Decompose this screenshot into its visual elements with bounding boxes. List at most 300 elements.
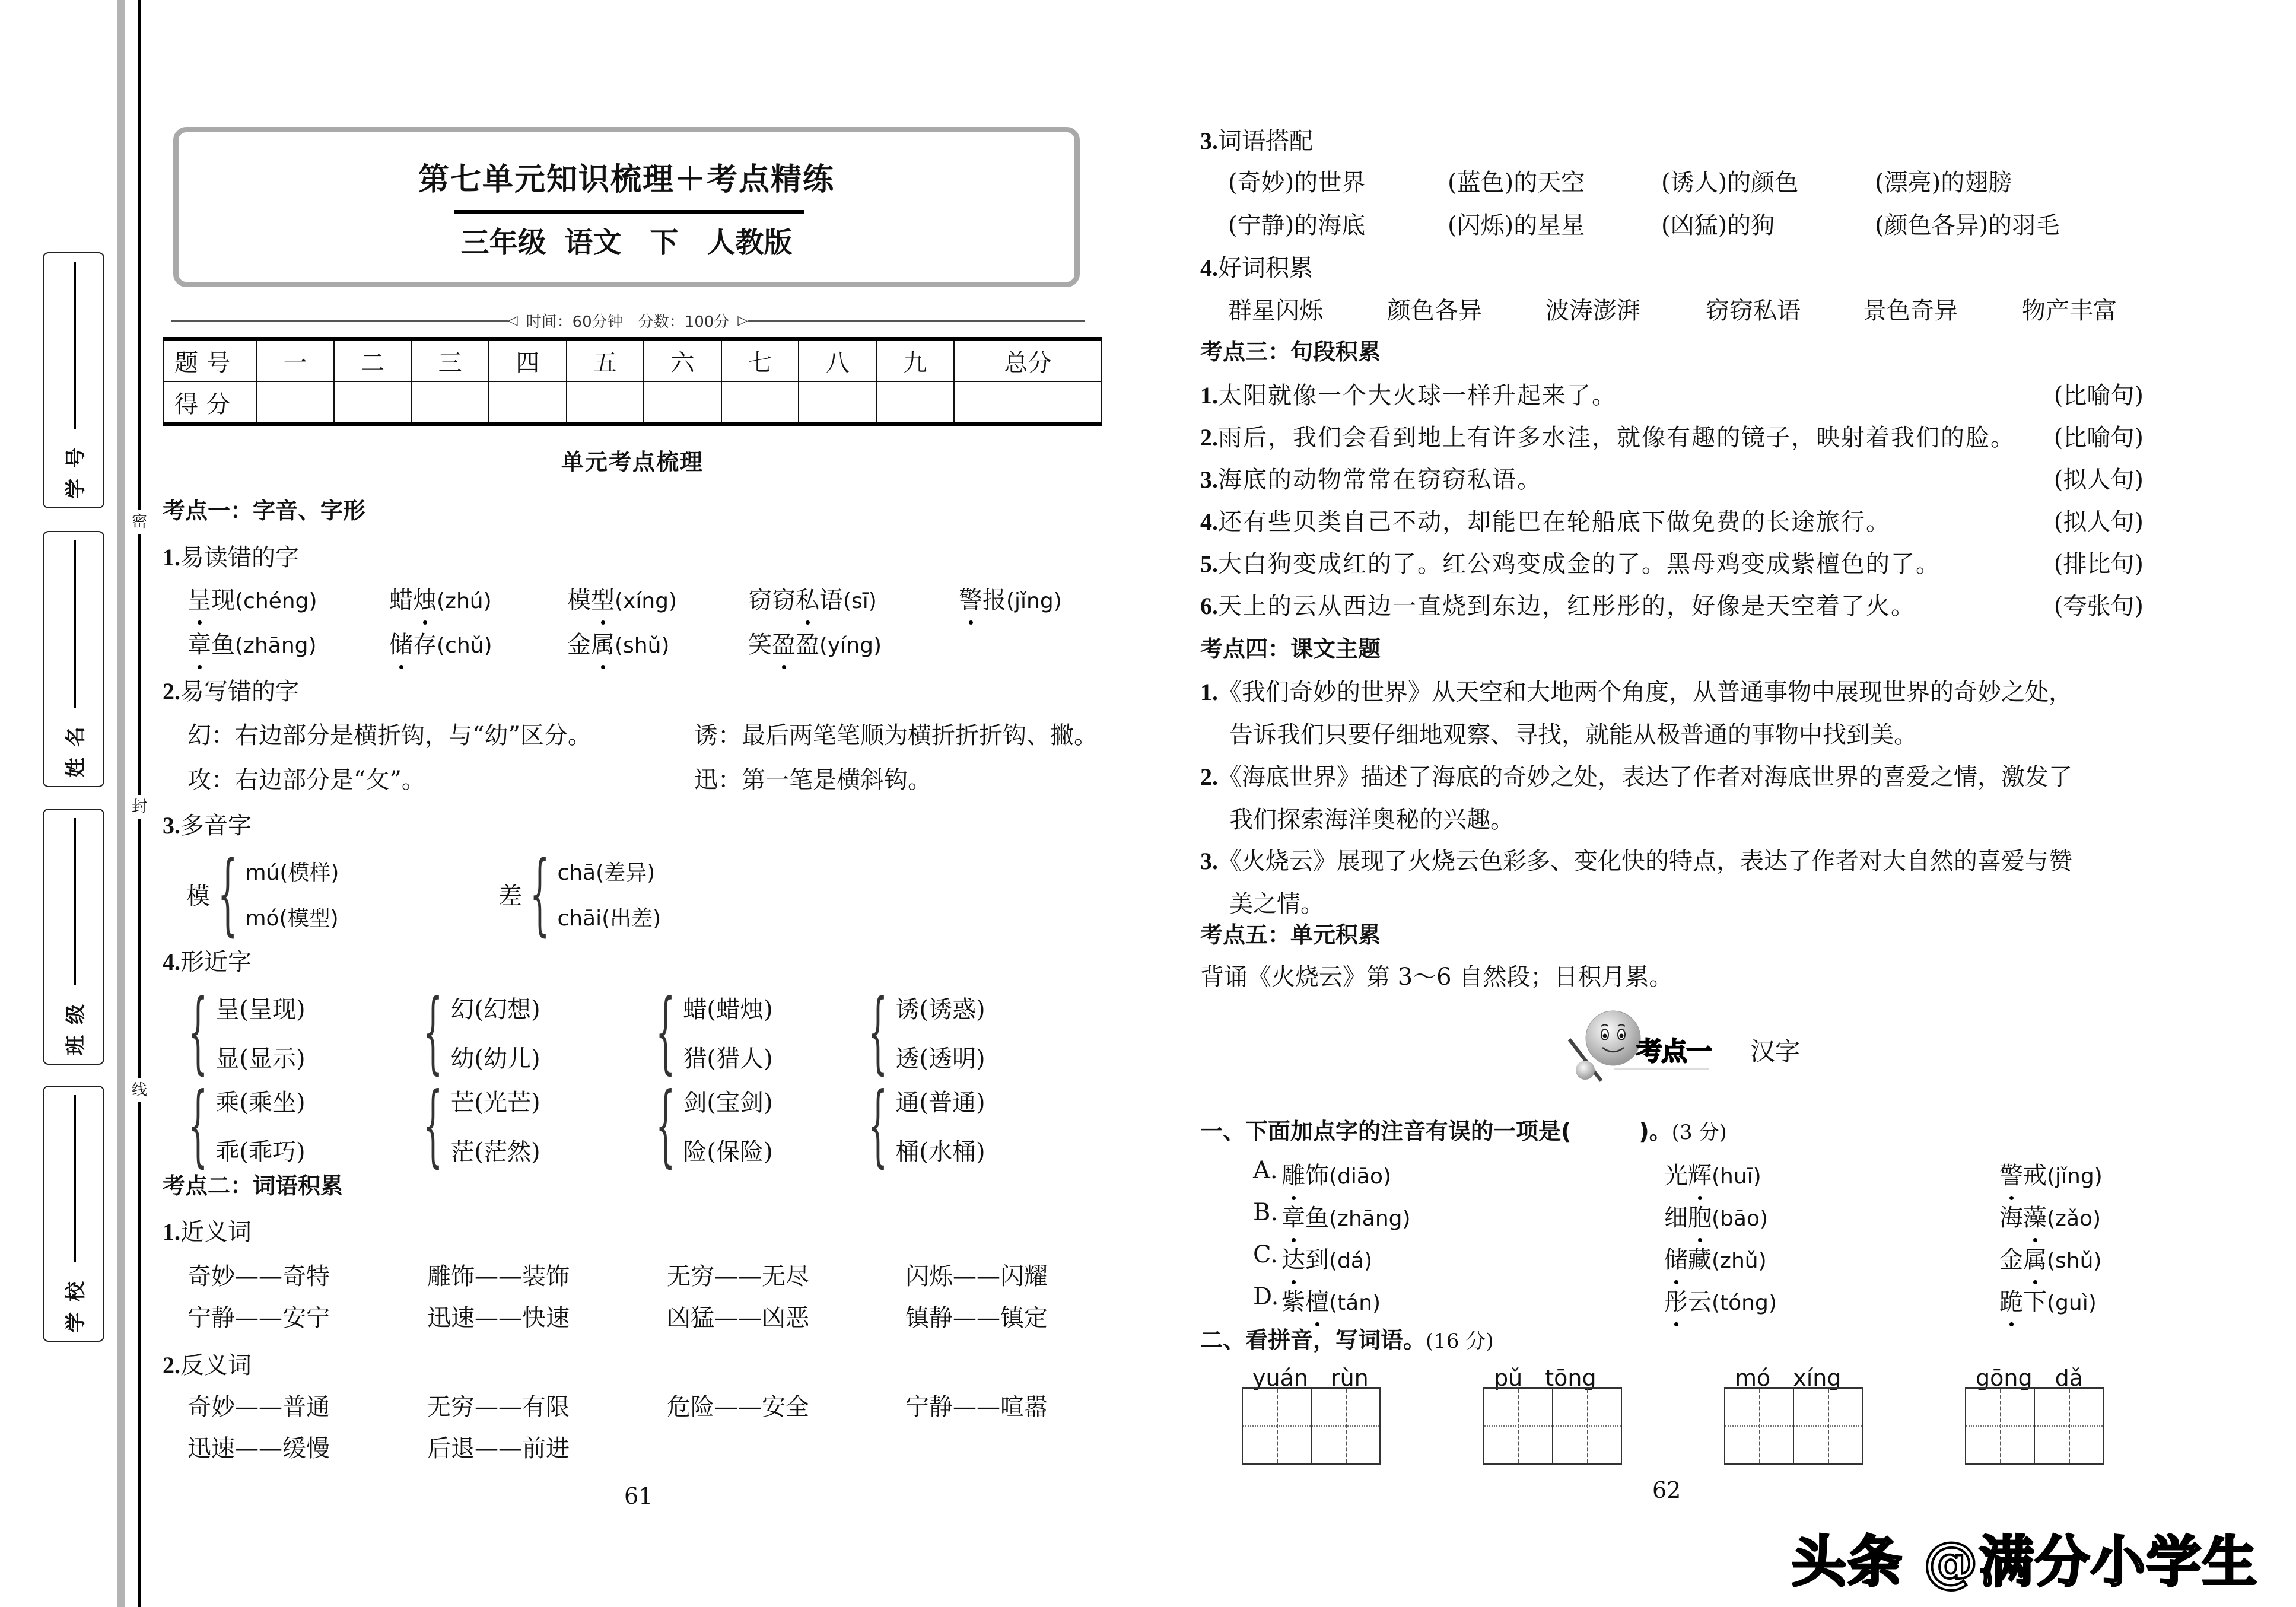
reading: mú(模样) [245,861,339,885]
write-line [74,1095,76,1262]
pinyin: (shǔ) [615,634,670,658]
option-label[interactable]: C. [1253,1241,1278,1268]
reading: mó(模型) [245,906,339,931]
score-cell[interactable] [644,381,721,424]
header-cell: 七 [721,339,799,381]
word-part: 细 [1664,1204,1688,1231]
header-cell: 二 [334,339,412,381]
score-row-label: 得分 [163,381,256,424]
sentence-text: 大白狗变成红的了。红公鸡变成金的了。黑母鸡变成紫檀色的了。 [1218,550,1941,578]
pinyin: (zhǔ) [1712,1249,1767,1273]
q2-points: (16 分) [1426,1329,1494,1353]
similar-char: 透(透明) [895,1045,985,1073]
sentence-text: 雨后，我们会看到地上有许多水洼，就像有趣的镜子，映射着我们的脸。 [1218,424,2015,451]
dotted-word [1664,1199,1768,1233]
class-label: 班级 [63,994,88,1055]
theme-text: 《我们奇妙的世界》从天空和大地两个角度，从普通事物中展现世界的奇妙之处， [1218,679,2072,706]
word-pair: (蓝色)的天空 [1448,169,1585,196]
word-part: 饰 [1305,1162,1329,1189]
score-cell[interactable] [567,381,644,424]
emphasis-dot-char: 藻 [2023,1199,2047,1233]
emphasis-dot-char: 辉 [1688,1157,1712,1191]
score-cell[interactable] [954,381,1102,424]
word-pair: 奇妙——普通 [187,1393,330,1421]
sentence-text: 还有些贝类自己不动，却能巴在轮船底下做免费的长途旅行。 [1218,508,1891,536]
similar-char: 显(显示) [215,1045,306,1073]
score-cell[interactable] [334,381,412,424]
word-pair: 宁静——喧嚣 [905,1393,1048,1421]
sentence-type-tag: (比喻句) [2053,382,2144,409]
word-pair: 无穷——有限 [427,1393,570,1421]
dotted-word [1999,1157,2103,1191]
word-part: 笑 [748,631,772,658]
pinyin: (zhāng) [1329,1207,1411,1231]
good-word: 群星闪烁 [1228,297,1323,324]
sentence-text: 海底的动物常常在窃窃私语。 [1218,466,1542,494]
word-pair: 无穷——无尽 [667,1263,809,1290]
subheading-text: 近义词 [180,1218,252,1246]
emphasis-dot-char: 彤 [1664,1283,1688,1317]
num: 1. [163,544,180,571]
page-title: 第七单元知识梳理＋考点精练 [418,161,835,198]
pinyin: (jǐng) [1006,589,1062,613]
word-pair: (宁静)的海底 [1228,212,1366,239]
dotted-word [1999,1241,2101,1275]
emphasis-dot-char: 盈 [772,626,796,660]
miswrite-item: 幻：右边部分是横折钩，与“幼”区分。 [187,722,592,749]
sentence-type-tag: (比喻句) [2053,424,2144,451]
theme-text-cont: 美之情。 [1229,890,1324,918]
word-pair: (颜色各异)的羽毛 [1875,212,2060,239]
emphasis-dot-char: 檀 [1305,1283,1329,1317]
similar-char-pair [860,1074,985,1177]
brace-icon: { [530,842,550,946]
similar-char: 险(保险) [683,1138,773,1166]
header-cell: 总分 [954,339,1102,381]
word-part: 鱼 [211,631,235,658]
dotted-word [748,626,882,660]
similar-char-pair [648,981,773,1084]
similar-char: 桶(水桶) [895,1138,985,1166]
emphasis-dot-char: 警 [1999,1157,2023,1191]
header-cell: 三 [411,339,489,381]
header-cell: 八 [799,339,876,381]
word-part: 戒 [2023,1162,2047,1189]
similar-char: 蜡(蜡烛) [683,996,773,1023]
emphasis-dot-char: 属 [2023,1241,2047,1275]
option-label[interactable]: D. [1253,1283,1279,1310]
q1-prompt: 一、下面加点字的注音有误的一项是( )。 [1200,1118,1672,1144]
kd1-sub1-heading [163,539,299,572]
seal-char-mi: 密 [129,510,150,534]
brace-icon: { [188,1074,208,1177]
pinyin: (jǐng) [2047,1164,2103,1189]
num: 1. [1200,679,1218,705]
num: 4. [1200,254,1218,281]
time-score-bar [171,308,1085,332]
good-word: 颜色各异 [1387,297,1482,324]
option-label[interactable]: B. [1253,1199,1279,1226]
miswrite-item: 攻：右边部分是“攵”。 [187,766,425,794]
similar-char: 诱(诱惑) [895,996,985,1023]
word-pair: 危险——安全 [667,1393,809,1421]
emphasis-dot-char: 章 [1281,1199,1305,1233]
num: 5. [1200,550,1218,577]
kd1-heading: 考点一：字音、字形 [163,498,366,524]
student-number-field[interactable] [43,252,104,508]
sentence-item [1200,587,2144,621]
good-word: 物产丰富 [2022,297,2117,324]
q2-prompt-line [1200,1322,1494,1354]
kd2-sub2-heading [163,1347,252,1380]
emphasis-dot-char: 型 [591,581,615,615]
similar-char-pair [180,981,306,1084]
word-pair: 凶猛——凶恶 [667,1304,809,1332]
q1-prompt-line [1200,1113,1727,1145]
num: 1. [163,1218,180,1245]
name-field[interactable] [43,531,104,787]
word-part: 鱼 [1305,1204,1329,1231]
pinyin: (xíng) [615,589,678,613]
num: 3. [163,812,180,839]
theme-item [1200,673,2072,707]
word-pair: (奇妙)的世界 [1228,169,1366,196]
emphasis-dot-char: 储 [1664,1241,1688,1275]
word-part: 报 [982,587,1006,614]
num: 2. [163,678,180,705]
sentence-text: 太阳就像一个大火球一样升起来了。 [1218,382,1617,409]
brace-icon: { [423,981,443,1084]
word-part: 模 [567,587,591,614]
sentence-type-tag: (夸张句) [2053,593,2144,620]
pinyin: (chéng) [235,589,317,613]
num: 2. [163,1352,180,1379]
section-badge-title: 汉字 [1750,1037,1801,1066]
similar-char-pair [180,1074,306,1177]
dotted-word [389,626,492,660]
word-pair: (诱人)的颜色 [1661,169,1799,196]
score-cell[interactable] [489,381,567,424]
header-cell: 一 [256,339,334,381]
watermark: 头条 @满分小学生 [1792,1530,2259,1594]
word-pair: 后退——前进 [427,1435,570,1462]
word-pair: 闪烁——闪耀 [905,1263,1048,1290]
subheading-text: 词语搭配 [1218,128,1313,155]
sentence-item [1200,377,2144,410]
similar-char: 通(普通) [895,1089,985,1116]
q1-points: (3 分) [1671,1121,1727,1144]
sentence-item [1200,503,2144,537]
kd5-heading: 考点五：单元积累 [1200,922,1381,948]
num: 4. [163,949,180,975]
num: 4. [1200,508,1218,535]
word-pair: (闪烁)的星星 [1448,212,1585,239]
pinyin: (sī) [843,589,877,613]
similar-char: 剑(宝剑) [683,1089,773,1116]
good-word: 景色奇异 [1863,297,1958,324]
similar-char: 乖(乖巧) [215,1138,306,1166]
binding-gray-band [117,0,125,1607]
word-part: 藏 [1688,1246,1712,1274]
emphasis-dot-char: 储 [389,626,413,660]
word-part: 窃窃 [748,587,796,614]
pinyin-prompt: mó xíng [1735,1365,1842,1391]
rp-sub3-heading [1200,122,1313,156]
pinyin: (chǔ) [437,634,492,658]
title-frame [173,127,1080,287]
word-part: 紫 [1281,1288,1305,1316]
word-part: 下 [2023,1288,2047,1316]
write-line [74,262,76,429]
brace-icon: { [656,1074,676,1177]
word-part: 现 [211,587,235,614]
sentence-type-tag: (拟人句) [2053,466,2144,494]
sentence-type-tag: (拟人句) [2053,508,2144,536]
word-pair: (漂亮)的翅膀 [1875,169,2012,196]
pinyin: (tóng) [1712,1291,1777,1315]
rp-sub4-heading [1200,249,1313,283]
tian-grid-answer-box[interactable] [1965,1387,2104,1465]
name-label: 姓名 [63,716,88,778]
emphasis-dot-char: 属 [591,626,615,660]
pinyin: (zhāng) [235,634,317,658]
theme-item [1200,842,2072,876]
similar-char-pair [860,981,985,1084]
word-part: 云 [1688,1288,1712,1316]
header-cell: 五 [567,339,644,381]
pinyin: (zǎo) [2047,1207,2101,1231]
score-table-header-row [163,339,1102,381]
polyphone-group [498,842,662,946]
word-part: 海 [1999,1204,2023,1231]
option-label[interactable]: A. [1253,1157,1278,1184]
word-pair: 宁静——安宁 [187,1304,330,1332]
pinyin: (diāo) [1329,1164,1392,1189]
tian-grid-answer-box[interactable] [1242,1387,1381,1465]
sentence-type-tag: (排比句) [2053,550,2144,578]
sentence-item [1200,419,2144,453]
word-part: 盈 [796,631,819,658]
kd3-heading: 考点三：句段积累 [1200,339,1381,365]
pinyin: (zhú) [437,589,492,613]
num: 2. [1200,424,1218,451]
score-cell[interactable] [799,381,876,424]
emphasis-dot-char: 私 [796,581,819,615]
dotted-word [1664,1241,1767,1275]
brace-icon: { [218,842,238,946]
reading: chāi(出差) [557,906,662,931]
pinyin: (yíng) [819,634,882,658]
score-cell[interactable] [721,381,799,424]
num: 1. [1200,382,1218,409]
word-pair: (凶猛)的狗 [1661,212,1775,239]
pinyin-prompt: yuán rùn [1252,1365,1369,1391]
sentence-item [1200,545,2144,579]
header-cell: 四 [489,339,567,381]
tian-grid-answer-box[interactable] [1483,1387,1622,1465]
score-table [163,337,1102,426]
class-field[interactable] [43,809,104,1065]
word-pair: 镇静——镇定 [905,1304,1048,1332]
smiley-mascot-icon [1564,1008,1648,1086]
score-table-score-row [163,381,1102,424]
dotted-word [1281,1241,1372,1275]
brace-icon: { [868,981,888,1084]
good-word: 窃窃私语 [1706,297,1801,324]
pinyin-prompt: gōng dǎ [1976,1365,2083,1391]
theme-text: 《火烧云》展现了火烧云色彩多、变化快的特点，表达了作者对大自然的喜爱与赞 [1218,848,2072,875]
theme-text-cont: 我们探索海洋奥秘的兴趣。 [1229,806,1514,833]
page-number-left: 61 [624,1483,653,1509]
sentence-item [1200,461,2144,495]
emphasis-dot-char: 胞 [1688,1199,1712,1233]
similar-char: 茫(茫然) [450,1138,540,1166]
kd1-sub2-heading [163,673,299,707]
pinyin-prompt: pǔ tōng [1494,1365,1597,1391]
score-cell[interactable] [411,381,489,424]
word-pair: 迅速——缓慢 [187,1435,330,1462]
school-label: 学校 [63,1271,88,1332]
seal-char-xian: 线 [129,1078,150,1102]
write-line [74,818,76,985]
dotted-word [1999,1283,2097,1317]
header-cell: 题号 [163,339,256,381]
word-part: 语 [819,587,843,614]
similar-char: 呈(呈现) [215,996,306,1023]
pinyin: (dá) [1329,1249,1373,1273]
dotted-word [187,626,317,660]
word-part: 到 [1305,1246,1329,1274]
dotted-word [389,581,492,615]
seal-char-feng: 封 [129,795,150,819]
similar-char: 幼(幼儿) [450,1045,540,1073]
subheading-text: 反义词 [180,1352,252,1379]
polyphone-char: 模 [186,882,210,910]
q2-prompt: 二、看拼音，写词语。 [1200,1327,1426,1353]
word-pair: 雕饰——装饰 [427,1263,570,1290]
kd2-sub1-heading [163,1213,252,1247]
theme-text-cont: 告诉我们只要仔细地观察、寻找，就能从极普通的事物中找到美。 [1229,721,1917,749]
section-title: 单元考点梳理 [561,449,704,475]
subheading-text: 形近字 [180,949,252,976]
theme-text: 《海底世界》描述了海底的奇妙之处，表达了作者对海底世界的喜爱之情，激发了 [1218,763,2072,791]
word-part: 存 [413,631,437,658]
emphasis-dot-char: 跪 [1999,1283,2023,1317]
pinyin: (bāo) [1712,1207,1769,1231]
similar-char: 幻(幻想) [450,996,540,1023]
miswrite-item: 迅：第一笔是横斜钩。 [694,766,931,794]
dotted-word [1664,1157,1761,1191]
brace-icon: { [868,1074,888,1177]
school-field[interactable] [43,1086,104,1342]
kd2-heading: 考点二：词语积累 [163,1173,344,1199]
dotted-word [1281,1283,1381,1317]
pinyin: (tán) [1329,1291,1381,1315]
word-pair: 迅速——快速 [427,1304,570,1332]
pinyin: (shǔ) [2047,1249,2102,1273]
similar-char-pair [415,1074,540,1177]
num: 3. [1200,466,1218,493]
similar-char-pair [648,1074,773,1177]
good-word: 波涛澎湃 [1545,297,1640,324]
kd1-sub3-heading [163,807,252,841]
brace-icon: { [423,1074,443,1177]
subheading-text: 易写错的字 [180,678,299,705]
header-cell: 九 [876,339,954,381]
dotted-word [567,581,677,615]
subheading-text: 好词积累 [1218,254,1313,282]
header-cell: 六 [644,339,721,381]
dotted-word [1281,1199,1411,1233]
score-cell[interactable] [256,381,334,424]
word-pair: 奇妙——奇特 [187,1263,330,1290]
section-badge: 考点一 [1636,1036,1711,1067]
student-number-label: 学号 [63,437,88,499]
sentence-text: 天上的云从西边一直烧到东边，红彤彤的，好像是天空着了火。 [1218,593,1916,620]
miswrite-item: 诱：最后两笔笔顺为横折折折钩、撇。 [694,722,1098,749]
dotted-word [1281,1157,1391,1191]
word-part: 蜡 [389,587,413,614]
subheading-text: 易读错的字 [180,544,299,571]
similar-char: 乘(乘坐) [215,1089,306,1116]
dotted-word [1664,1283,1777,1317]
badge-underline [1614,1068,1709,1070]
write-line [74,540,76,708]
similar-char: 芒(光芒) [450,1089,540,1116]
emphasis-dot-char: 警 [959,581,982,615]
time-score-text: 时间：60分钟 分数：100分 [526,313,730,331]
triangle-left-icon: ◁ [507,313,518,328]
reading: chā(差异) [557,861,656,885]
word-part: 金 [567,631,591,658]
pinyin: (guì) [2047,1291,2097,1315]
page-number-right: 62 [1652,1477,1681,1503]
similar-char-pair [415,981,540,1084]
dotted-word [1999,1199,2101,1233]
emphasis-dot-char: 雕 [1281,1157,1305,1191]
dotted-word [959,581,1062,615]
similar-char: 猎(猎人) [683,1045,773,1073]
num: 3. [1200,848,1218,874]
polyphone-group [186,842,339,946]
brace-icon: { [188,981,208,1084]
kd4-heading: 考点四：课文主题 [1200,636,1381,662]
subheading-text: 多音字 [180,812,252,839]
num: 2. [1200,763,1218,790]
score-cell[interactable] [876,381,954,424]
dotted-word [567,626,669,660]
emphasis-dot-char: 烛 [413,581,437,615]
emphasis-dot-char: 呈 [187,581,211,615]
emphasis-dot-char: 章 [187,626,211,660]
kd5-text: 背诵《火烧云》第 3～6 自然段；日积月累。 [1200,963,1673,991]
dotted-word [187,581,317,615]
pinyin: (huī) [1712,1164,1761,1189]
brace-icon: { [656,981,676,1084]
word-part: 光 [1664,1162,1688,1189]
dotted-word [748,581,877,615]
theme-item [1200,758,2072,792]
page-subtitle: 三年级 语文 下 人教版 [460,226,793,259]
emphasis-dot-char: 达 [1281,1241,1305,1275]
kd1-sub4-heading [163,943,252,977]
num: 6. [1200,593,1218,619]
word-part: 金 [1999,1246,2023,1274]
triangle-right-icon: ▷ [737,313,748,328]
polyphone-char: 差 [498,882,522,910]
num: 3. [1200,128,1218,154]
tian-grid-answer-box[interactable] [1724,1387,1863,1465]
